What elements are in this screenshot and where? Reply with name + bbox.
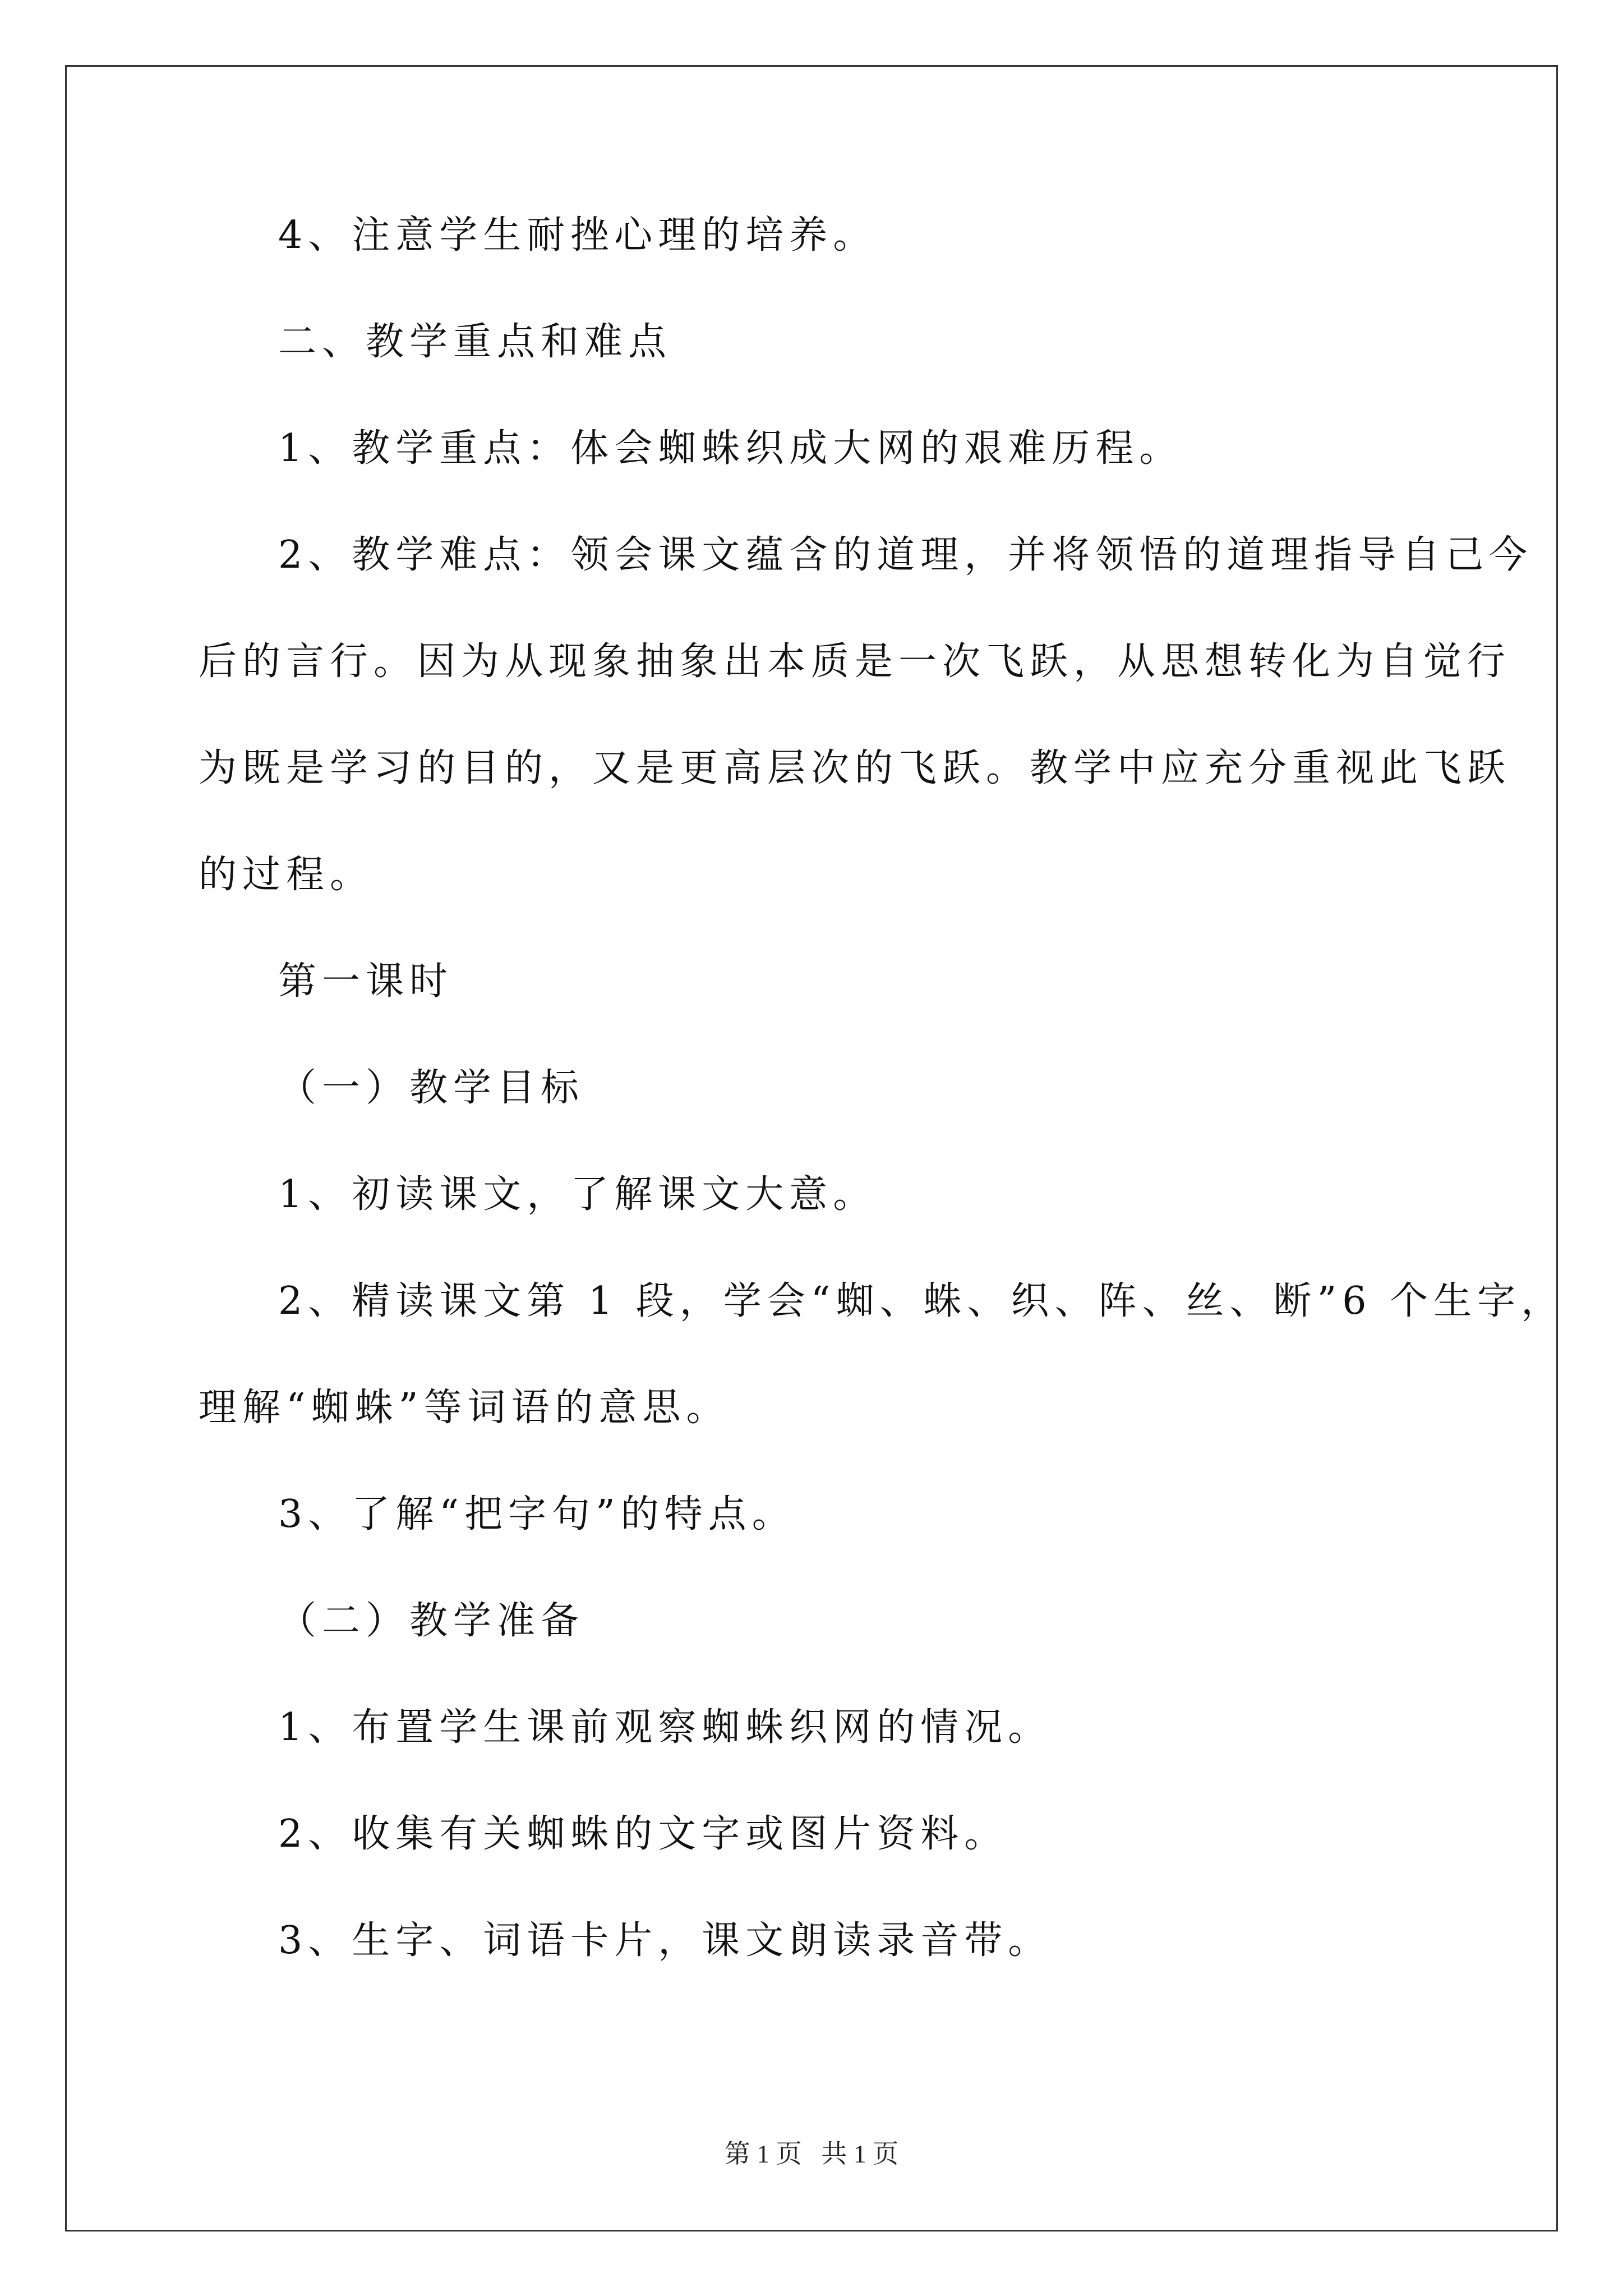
difficulty-item-line-2: 后的言行。因为从现象抽象出本质是一次飞跃，从思想转化为自觉行 bbox=[199, 639, 1511, 684]
lesson-heading: 第一课时 bbox=[278, 959, 454, 1004]
difficulty-item: 2、教学难点：领会课文蕴含的道理，并将领悟的道理指导自己今 bbox=[278, 533, 1533, 577]
preparation-item-3: 3、生字、词语卡片，课文朗读录音带。 bbox=[278, 1918, 1052, 1963]
key-point-item: 1、教学重点：体会蜘蛛织成大网的艰难历程。 bbox=[278, 426, 1183, 471]
page-border bbox=[65, 65, 1558, 2231]
preparation-item-1: 1、布置学生课前观察蜘蛛织网的情况。 bbox=[278, 1705, 1052, 1750]
section-heading-objectives: （一）教学目标 bbox=[278, 1066, 585, 1110]
preparation-item-2: 2、收集有关蜘蛛的文字或图片资料。 bbox=[278, 1812, 1008, 1856]
objective-item-2: 2、精读课文第 1 段，学会“蜘、蛛、织、阵、丝、断”6 个生字， bbox=[278, 1279, 1565, 1323]
difficulty-item-line-4: 的过程。 bbox=[199, 853, 374, 897]
list-item-4: 4、注意学生耐挫心理的培养。 bbox=[278, 213, 877, 257]
section-heading-key-points: 二、教学重点和难点 bbox=[278, 320, 672, 364]
objective-item-3: 3、了解“把字句”的特点。 bbox=[278, 1492, 796, 1536]
section-heading-preparation: （二）教学准备 bbox=[278, 1599, 585, 1643]
difficulty-item-line-3: 为既是学习的目的，又是更高层次的飞跃。教学中应充分重视此飞跃 bbox=[199, 746, 1511, 790]
objective-item-2-line-2: 理解“蜘蛛”等词语的意思。 bbox=[199, 1386, 730, 1430]
page-number-footer: 第 1 页 共 1 页 bbox=[724, 2139, 899, 2168]
objective-item-1: 1、初读课文，了解课文大意。 bbox=[278, 1172, 877, 1217]
